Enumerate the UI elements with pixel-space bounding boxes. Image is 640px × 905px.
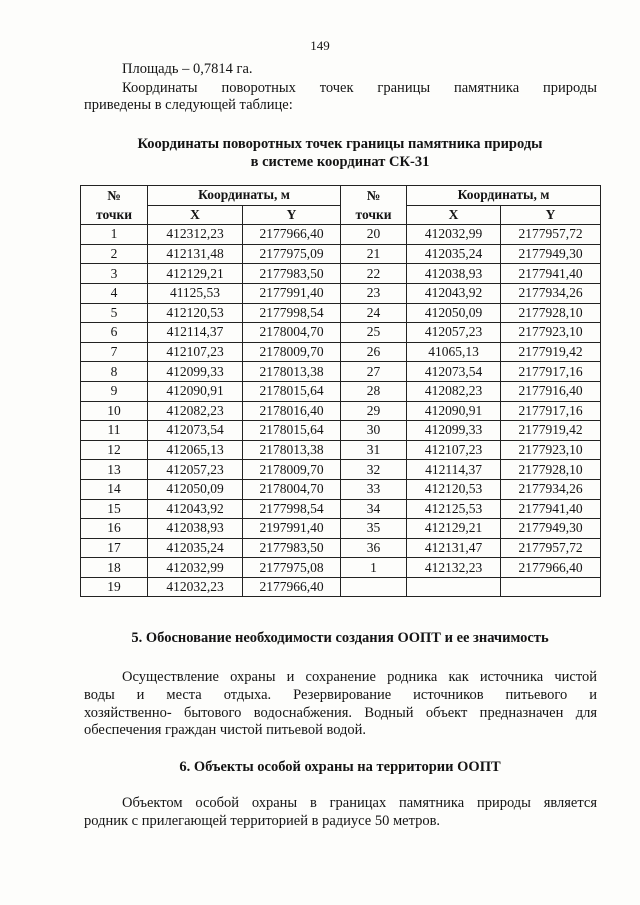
x-value: 412312,23 <box>148 225 243 245</box>
x-value: 412129,21 <box>407 519 501 539</box>
x-value: 412114,37 <box>148 323 243 343</box>
point-number: 18 <box>81 558 148 578</box>
y-value: 2178009,70 <box>243 342 341 362</box>
x-value <box>407 577 501 597</box>
point-number: 3 <box>81 264 148 284</box>
section-5-line3: хозяйственно- бытового водоснабжения. Водный объект предназначен для <box>84 705 597 721</box>
header-num-right: № <box>341 186 407 206</box>
point-number: 21 <box>341 244 407 264</box>
point-number: 34 <box>341 499 407 519</box>
point-number: 36 <box>341 538 407 558</box>
point-number: 1 <box>341 558 407 578</box>
x-value: 412090,91 <box>148 381 243 401</box>
y-value: 2177941,40 <box>501 264 601 284</box>
x-value: 412131,47 <box>407 538 501 558</box>
header-coords-left: Координаты, м <box>148 186 341 206</box>
x-value: 412120,53 <box>407 479 501 499</box>
table-row <box>81 342 601 362</box>
section-6-line2: родник с прилегающей территорией в радиусе 50 метров. <box>84 813 441 829</box>
y-value: 2177975,09 <box>243 244 341 264</box>
point-number: 11 <box>81 421 148 441</box>
point-number: 22 <box>341 264 407 284</box>
header-x-left: X <box>148 205 243 225</box>
table-row <box>81 323 601 343</box>
table-title-line2: в системе координат СК-31 <box>250 154 430 170</box>
y-value: 2178015,64 <box>243 381 341 401</box>
x-value: 412032,23 <box>148 577 243 597</box>
y-value: 2178013,38 <box>243 440 341 460</box>
point-number: 10 <box>81 401 148 421</box>
x-value: 412090,91 <box>407 401 501 421</box>
table-body <box>81 225 601 597</box>
table-row <box>81 558 601 578</box>
point-number: 12 <box>81 440 148 460</box>
table-row <box>81 381 601 401</box>
y-value: 2178015,64 <box>243 421 341 441</box>
point-number: 9 <box>81 381 148 401</box>
table-title <box>80 135 600 171</box>
y-value: 2178016,40 <box>243 401 341 421</box>
x-value: 41065,13 <box>407 342 501 362</box>
x-value: 412073,54 <box>148 421 243 441</box>
header-coords-right: Координаты, м <box>407 186 601 206</box>
section-5-heading: 5. Обоснование необходимости создания ООПТ и ее значимость <box>131 630 549 646</box>
y-value: 2178004,70 <box>243 479 341 499</box>
section-6-heading: 6. Объекты особой охраны на территории ООПТ <box>179 759 501 775</box>
x-value: 412035,24 <box>407 244 501 264</box>
y-value: 2177919,42 <box>501 342 601 362</box>
x-value: 412125,53 <box>407 499 501 519</box>
page-number: 149 <box>310 38 330 53</box>
point-number: 24 <box>341 303 407 323</box>
section-6-line1: Объектом особой охраны в границах памятника природы является <box>122 795 597 811</box>
y-value: 2177983,50 <box>243 538 341 558</box>
point-number: 2 <box>81 244 148 264</box>
point-number: 8 <box>81 362 148 382</box>
point-number: 31 <box>341 440 407 460</box>
x-value: 412050,09 <box>148 479 243 499</box>
y-value: 2177991,40 <box>243 283 341 303</box>
x-value: 412043,92 <box>407 283 501 303</box>
x-value: 412120,53 <box>148 303 243 323</box>
y-value: 2177998,54 <box>243 499 341 519</box>
table-title-line1: Координаты поворотных точек границы памятника природы <box>137 136 543 152</box>
point-number: 32 <box>341 460 407 480</box>
point-number: 1 <box>81 225 148 245</box>
table-row <box>81 264 601 284</box>
y-value: 2178004,70 <box>243 323 341 343</box>
header-x-right: X <box>407 205 501 225</box>
table-row <box>81 460 601 480</box>
y-value: 2177957,72 <box>501 225 601 245</box>
x-value: 412114,37 <box>407 460 501 480</box>
table-row <box>81 421 601 441</box>
area-text: Площадь – 0,7814 га. <box>122 61 253 77</box>
x-value: 412107,23 <box>407 440 501 460</box>
x-value: 412082,23 <box>407 381 501 401</box>
header-point-left: точки <box>81 205 148 225</box>
point-number: 17 <box>81 538 148 558</box>
point-number: 28 <box>341 381 407 401</box>
y-value: 2177934,26 <box>501 283 601 303</box>
x-value: 412057,23 <box>148 460 243 480</box>
point-number: 27 <box>341 362 407 382</box>
point-number <box>341 577 407 597</box>
y-value: 2177917,16 <box>501 401 601 421</box>
table-row <box>81 538 601 558</box>
point-number: 35 <box>341 519 407 539</box>
point-number: 14 <box>81 479 148 499</box>
y-value: 2197991,40 <box>243 519 341 539</box>
point-number: 16 <box>81 519 148 539</box>
coordinates-table <box>80 185 601 597</box>
y-value: 2177919,42 <box>501 421 601 441</box>
y-value: 2177941,40 <box>501 499 601 519</box>
x-value: 412065,13 <box>148 440 243 460</box>
x-value: 412035,24 <box>148 538 243 558</box>
coords-intro-line2: приведены в следующей таблице: <box>84 97 293 113</box>
x-value: 412032,99 <box>407 225 501 245</box>
y-value: 2177966,40 <box>243 577 341 597</box>
y-value: 2177923,10 <box>501 323 601 343</box>
section-5-line2: воды и места отдыха. Резервирование источников питьевого и <box>84 687 597 703</box>
x-value: 412131,48 <box>148 244 243 264</box>
point-number: 4 <box>81 283 148 303</box>
x-value: 412038,93 <box>148 519 243 539</box>
point-number: 25 <box>341 323 407 343</box>
y-value <box>501 577 601 597</box>
table-row <box>81 362 601 382</box>
x-value: 412107,23 <box>148 342 243 362</box>
point-number: 26 <box>341 342 407 362</box>
x-value: 412099,33 <box>148 362 243 382</box>
y-value: 2177949,30 <box>501 519 601 539</box>
point-number: 33 <box>341 479 407 499</box>
y-value: 2178009,70 <box>243 460 341 480</box>
x-value: 412057,23 <box>407 323 501 343</box>
x-value: 412043,92 <box>148 499 243 519</box>
point-number: 19 <box>81 577 148 597</box>
y-value: 2177934,26 <box>501 479 601 499</box>
point-number: 29 <box>341 401 407 421</box>
section-5-line4: обеспечения граждан чистой питьевой водой. <box>84 722 367 738</box>
y-value: 2177983,50 <box>243 264 341 284</box>
table-row <box>81 401 601 421</box>
x-value: 412073,54 <box>407 362 501 382</box>
x-value: 412050,09 <box>407 303 501 323</box>
y-value: 2177966,40 <box>243 225 341 245</box>
x-value: 412082,23 <box>148 401 243 421</box>
table-row <box>81 244 601 264</box>
header-y-right: Y <box>501 205 601 225</box>
table-row <box>81 577 601 597</box>
header-num-left: № <box>81 186 148 206</box>
x-value: 412129,21 <box>148 264 243 284</box>
y-value: 2177917,16 <box>501 362 601 382</box>
y-value: 2177957,72 <box>501 538 601 558</box>
table-row <box>81 225 601 245</box>
table-row <box>81 479 601 499</box>
x-value: 412132,23 <box>407 558 501 578</box>
point-number: 15 <box>81 499 148 519</box>
y-value: 2177998,54 <box>243 303 341 323</box>
table-row <box>81 519 601 539</box>
point-number: 30 <box>341 421 407 441</box>
table-header-row-1 <box>81 186 601 206</box>
coords-intro-line1: Координаты поворотных точек границы памятника природы <box>122 80 597 96</box>
point-number: 23 <box>341 283 407 303</box>
table-header-row-2 <box>81 205 601 225</box>
point-number: 20 <box>341 225 407 245</box>
point-number: 5 <box>81 303 148 323</box>
point-number: 6 <box>81 323 148 343</box>
point-number: 7 <box>81 342 148 362</box>
x-value: 412099,33 <box>407 421 501 441</box>
header-y-left: Y <box>243 205 341 225</box>
y-value: 2177916,40 <box>501 381 601 401</box>
x-value: 41125,53 <box>148 283 243 303</box>
y-value: 2177928,10 <box>501 460 601 480</box>
header-point-right: точки <box>341 205 407 225</box>
y-value: 2177966,40 <box>501 558 601 578</box>
point-number: 13 <box>81 460 148 480</box>
y-value: 2177975,08 <box>243 558 341 578</box>
table-row <box>81 303 601 323</box>
y-value: 2177923,10 <box>501 440 601 460</box>
table-row <box>81 440 601 460</box>
x-value: 412032,99 <box>148 558 243 578</box>
table-row <box>81 499 601 519</box>
section-5-line1: Осуществление охраны и сохранение родника как источника чистой <box>122 669 597 685</box>
x-value: 412038,93 <box>407 264 501 284</box>
y-value: 2177949,30 <box>501 244 601 264</box>
table-row <box>81 283 601 303</box>
y-value: 2177928,10 <box>501 303 601 323</box>
y-value: 2178013,38 <box>243 362 341 382</box>
